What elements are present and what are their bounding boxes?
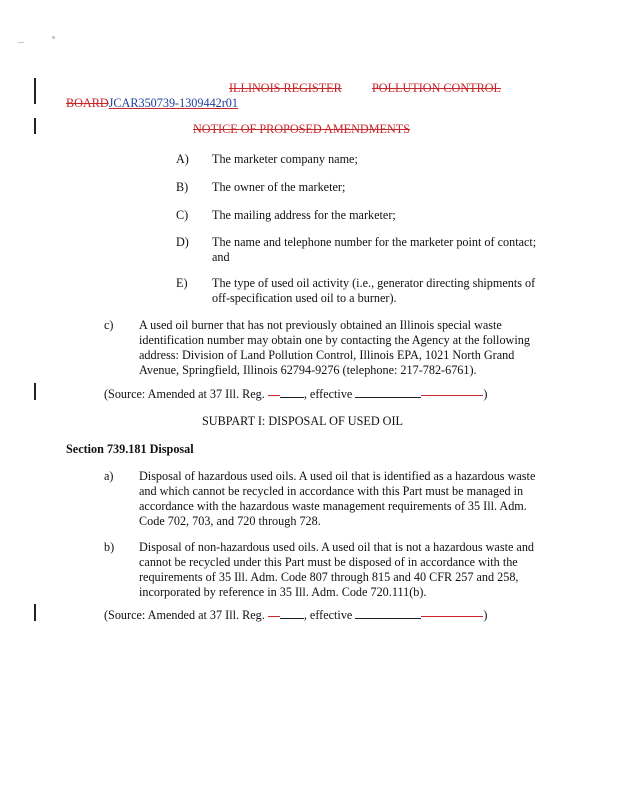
list-letter: D)	[176, 235, 189, 249]
register-title: ILLINOIS REGISTER	[229, 81, 342, 95]
blank-line	[355, 397, 421, 398]
list-item-text: off-specification used oil to a burner).	[212, 291, 397, 305]
redline-mark	[268, 395, 280, 396]
change-bar	[34, 383, 36, 400]
source-note	[104, 608, 487, 623]
redline-mark	[421, 616, 483, 617]
header-second-line	[66, 96, 238, 111]
paragraph-line: incorporated by reference in 35 Ill. Adm. Code 720.111(b).	[139, 585, 427, 599]
source-effective: , effective	[303, 608, 353, 622]
paragraph-line: accordance with the hazardous waste management requirements of 35 Ill. Adm.	[139, 499, 527, 513]
list-letter: b)	[104, 540, 115, 554]
source-prefix: (Source: Amended at 37 Ill. Reg.	[104, 387, 265, 401]
source-close: )	[483, 387, 488, 401]
paragraph-line: address: Division of Land Pollution Control, Illinois EPA, 1021 North Grand	[139, 348, 515, 362]
scan-mark	[18, 42, 24, 43]
list-letter: A)	[176, 152, 189, 166]
list-item-text: The marketer company name;	[212, 152, 358, 166]
board-name: POLLUTION CONTROL	[372, 81, 501, 95]
paragraph-line: and which cannot be recycled in accordance with this Part must be managed in	[139, 484, 524, 498]
doc-id: JCAR350739-1309442r01	[108, 96, 238, 110]
source-prefix: (Source: Amended at 37 Ill. Reg.	[104, 608, 265, 622]
source-note	[104, 387, 487, 402]
list-item-text: and	[212, 250, 230, 264]
paragraph-line: requirements of 35 Ill. Adm. Code 807 through 815 and 40 CFR 257 and 258,	[139, 570, 519, 584]
list-letter: C)	[176, 208, 189, 222]
paragraph-line: identification number may obtain one by contacting the Agency at the following	[139, 333, 530, 347]
scan-mark	[52, 36, 55, 39]
paragraph-line: Disposal of hazardous used oils. A used oil that is identified as a hazardous waste	[139, 469, 536, 483]
list-item-text: The name and telephone number for the marketer point of contact;	[212, 235, 537, 249]
source-effective: , effective	[303, 387, 353, 401]
blank-line	[280, 618, 304, 619]
list-item-text: The mailing address for the marketer;	[212, 208, 396, 222]
list-letter: a)	[104, 469, 114, 483]
board-name-continued: BOARD	[66, 96, 109, 110]
paragraph-line: cannot be recycled under this Part must be disposed of in accordance with the	[139, 555, 518, 569]
paragraph-line: Avenue, Springfield, Illinois 62794-9276 (telephone: 217-782-6761).	[139, 363, 477, 377]
paragraph-line: A used oil burner that has not previously obtained an Illinois special waste	[139, 318, 502, 332]
blank-line	[355, 618, 421, 619]
list-letter: B)	[176, 180, 189, 194]
list-letter: c)	[104, 318, 114, 332]
paragraph-line: Code 702, 703, and 720 through 728.	[139, 514, 321, 528]
list-letter: E)	[176, 276, 188, 290]
notice-title: NOTICE OF PROPOSED AMENDMENTS	[193, 122, 411, 136]
source-close: )	[483, 608, 488, 622]
blank-line	[280, 397, 304, 398]
section-heading: Section 739.181 Disposal	[66, 442, 194, 456]
redline-mark	[421, 395, 483, 396]
change-bar	[34, 604, 36, 621]
paragraph-line: Disposal of non-hazardous used oils. A used oil that is not a hazardous waste and	[139, 540, 535, 554]
redline-mark	[268, 616, 280, 617]
list-item-text: The type of used oil activity (i.e., generator directing shipments of	[212, 276, 536, 290]
change-bar	[34, 118, 36, 134]
list-item-text: The owner of the marketer;	[212, 180, 346, 194]
change-bar	[34, 78, 36, 104]
subpart-title: SUBPART I: DISPOSAL OF USED OIL	[202, 414, 403, 428]
